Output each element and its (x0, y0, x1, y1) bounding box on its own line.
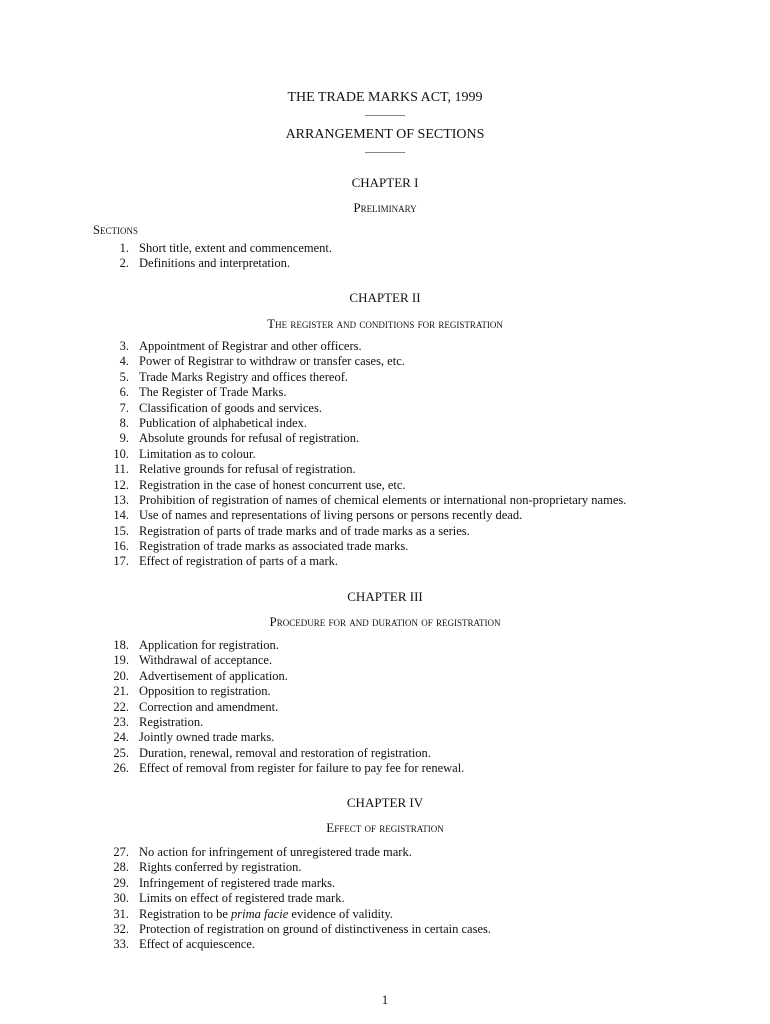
section-number: 29. (113, 875, 129, 890)
section-number: 10. (113, 446, 129, 461)
section-entry (0, 354, 770, 369)
section-title: Withdrawal of acceptance. (139, 653, 273, 668)
section-number: 15. (113, 523, 129, 538)
section-entry (0, 524, 770, 539)
section-entry (0, 462, 770, 477)
arrangement-rule: ———— (365, 147, 405, 158)
section-entry (0, 669, 770, 684)
section-number: 16. (113, 539, 129, 554)
section-title: Opposition to registration. (139, 684, 271, 699)
section-title: Power of Registrar to withdraw or transfer cases, etc. (139, 354, 405, 369)
section-title: Appointment of Registrar and other officers. (139, 339, 362, 353)
section-number: 7. (119, 400, 129, 415)
section-entry (0, 638, 770, 653)
section-entry (0, 700, 770, 715)
section-number: 30. (113, 891, 129, 906)
act-title: THE TRADE MARKS ACT, 1999 (287, 90, 483, 105)
section-title: Use of names and representations of living persons or persons recently dead. (139, 508, 523, 523)
section-title: Limits on effect of registered trade mark. (139, 891, 345, 906)
section-title-italic: prima facie (231, 906, 289, 921)
section-entry (0, 385, 770, 400)
section-title-part: Registration to be (139, 906, 231, 921)
section-number: 6. (119, 385, 129, 400)
section-number: 24. (113, 730, 129, 745)
chapter-subtitle: Procedure for and duration of registration (269, 614, 501, 629)
section-title-part: evidence of validity. (288, 906, 394, 921)
section-entry (0, 761, 770, 776)
section-entry (0, 684, 770, 699)
section-entry (0, 746, 770, 761)
section-title: Limitation as to colour. (139, 446, 256, 461)
section-title: Registration. (139, 714, 204, 729)
section-list (0, 638, 770, 777)
section-list (0, 241, 770, 272)
section-title: No action for infringement of unregistered trade mark. (139, 845, 412, 859)
section-title: Trade Marks Registry and offices thereof. (139, 369, 348, 384)
section-entry (0, 937, 770, 952)
section-number: 5. (119, 369, 129, 384)
section-number: 20. (113, 668, 129, 683)
section-entry (0, 922, 770, 937)
section-number: 2. (119, 256, 129, 271)
section-title: Relative grounds for refusal of registration. (139, 462, 356, 477)
section-entry (0, 730, 770, 745)
section-title: Effect of acquiescence. (139, 937, 256, 952)
section-number: 25. (113, 745, 129, 760)
section-entry (0, 370, 770, 385)
section-title: The Register of Trade Marks. (139, 385, 287, 400)
section-title: Registration of parts of trade marks and of trade marks as a series. (139, 523, 470, 538)
section-number: 18. (113, 638, 129, 652)
section-entry (0, 891, 770, 906)
section-title (139, 907, 393, 922)
chapter-heading: CHAPTER II (349, 290, 421, 305)
section-title: Effect of registration of parts of a mark. (139, 554, 338, 569)
section-number: 31. (113, 906, 129, 921)
section-title: Protection of registration on ground of distinctiveness in certain cases. (139, 921, 491, 936)
section-number: 26. (113, 761, 129, 776)
title-rule: ———— (365, 110, 405, 121)
section-title: Short title, extent and commencement. (139, 241, 332, 255)
chapter-subtitle: Preliminary (353, 200, 417, 215)
section-number: 28. (113, 860, 129, 875)
section-entry (0, 416, 770, 431)
section-number: 3. (119, 339, 129, 353)
section-number: 33. (113, 937, 129, 952)
section-entry (0, 431, 770, 446)
section-number: 27. (113, 845, 129, 859)
section-entry (0, 845, 770, 860)
chapter-subtitle: Effect of registration (326, 820, 444, 835)
section-title: Correction and amendment. (139, 699, 279, 714)
chapter-heading: CHAPTER IV (346, 795, 424, 810)
chapter-subtitle: The register and conditions for registration (267, 316, 503, 331)
section-number: 14. (113, 508, 129, 523)
section-title: Infringement of registered trade marks. (139, 875, 336, 890)
section-title: Rights conferred by registration. (139, 860, 302, 875)
section-title: Registration of trade marks as associated trade marks. (139, 539, 409, 554)
section-title: Effect of removal from register for failure to pay fee for renewal. (139, 761, 465, 776)
section-title: Advertisement of application. (139, 668, 288, 683)
section-list (0, 339, 770, 570)
section-number: 17. (113, 554, 129, 569)
section-entry (0, 907, 770, 922)
section-entry (0, 493, 770, 508)
section-entry (0, 653, 770, 668)
section-entry (0, 401, 770, 416)
section-number: 21. (113, 684, 129, 699)
section-number: 9. (119, 431, 129, 446)
section-number: 8. (119, 415, 129, 430)
section-entry (0, 860, 770, 875)
section-title: Prohibition of registration of names of chemical elements or international non-proprietary names. (139, 492, 627, 507)
section-number: 22. (113, 699, 129, 714)
section-entry (0, 256, 770, 271)
section-number: 12. (113, 477, 129, 492)
section-entry (0, 241, 770, 256)
section-entry (0, 339, 770, 354)
section-entry (0, 876, 770, 891)
page-number: 1 (381, 993, 389, 1007)
section-entry (0, 715, 770, 730)
section-list (0, 845, 770, 953)
section-entry (0, 539, 770, 554)
section-entry (0, 478, 770, 493)
section-title: Classification of goods and services. (139, 400, 322, 415)
chapter-heading: CHAPTER I (351, 175, 419, 190)
section-number: 4. (119, 354, 129, 369)
section-number: 1. (119, 241, 129, 255)
section-entry (0, 554, 770, 569)
sections-label: Sections (93, 223, 138, 237)
section-number: 32. (113, 921, 129, 936)
section-title: Definitions and interpretation. (139, 256, 291, 271)
section-entry (0, 508, 770, 523)
section-title: Registration in the case of honest concurrent use, etc. (139, 477, 406, 492)
section-title: Publication of alphabetical index. (139, 415, 308, 430)
arrangement-heading: ARRANGEMENT OF SECTIONS (285, 127, 485, 142)
section-title: Absolute grounds for refusal of registration. (139, 431, 360, 446)
section-number: 13. (113, 492, 129, 507)
section-number: 19. (113, 653, 129, 668)
section-title: Jointly owned trade marks. (139, 730, 275, 745)
chapter-heading: CHAPTER III (347, 589, 423, 604)
section-title: Duration, renewal, removal and restoration of registration. (139, 745, 431, 760)
section-entry (0, 447, 770, 462)
section-number: 11. (113, 462, 129, 477)
section-title: Application for registration. (139, 638, 279, 652)
section-number: 23. (113, 714, 129, 729)
